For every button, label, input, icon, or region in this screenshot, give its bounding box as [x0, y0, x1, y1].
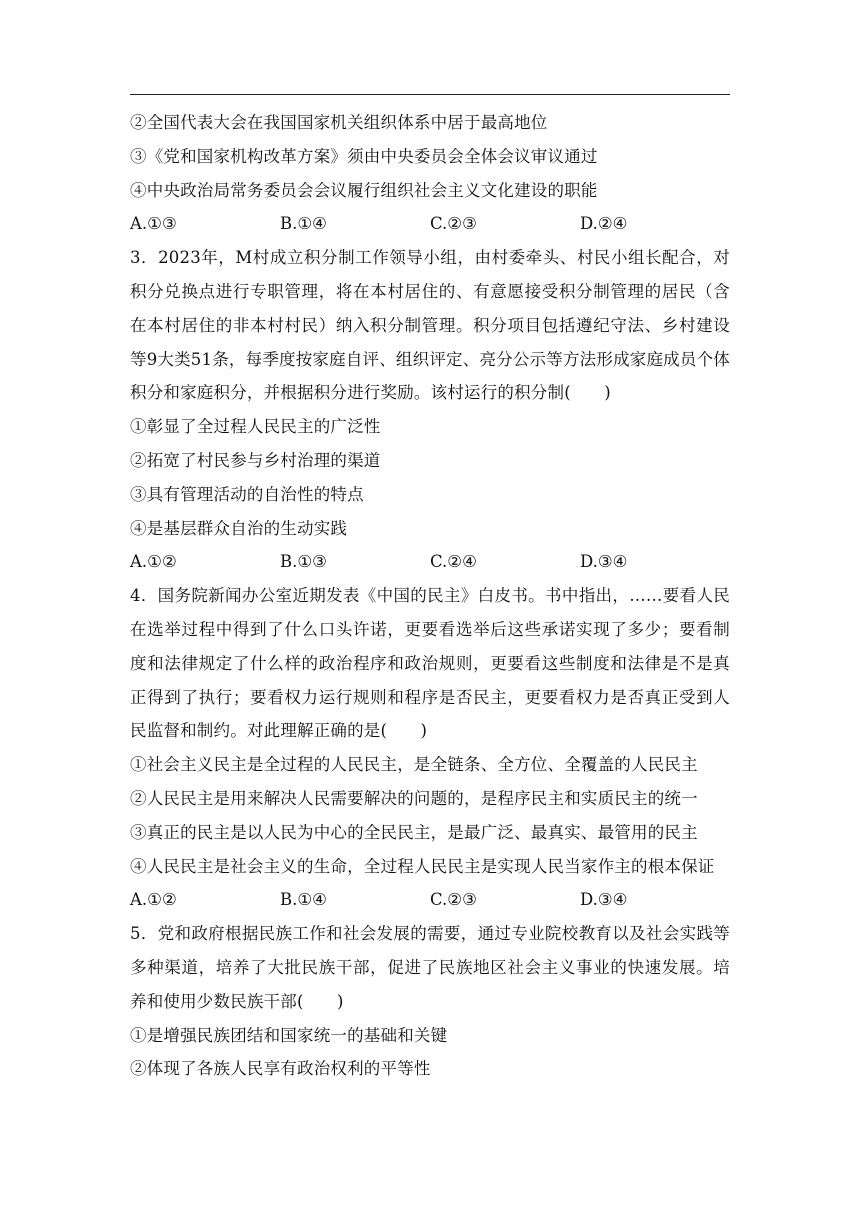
q2-item-3: ③《党和国家机构改革方案》须由中央委员会全体会议审议通过 [130, 146, 598, 166]
q3-option-b: B.①③ [280, 552, 327, 572]
q4-item-1: ①社会主义民主是全过程的人民民主，是全链条、全方位、全覆盖的人民民主 [130, 755, 698, 775]
q2-option-d: D.②④ [580, 214, 628, 234]
q4-option-a: A.①② [130, 890, 177, 910]
q3-stem: 3．2023年，M村成立积分制工作领导小组，由村委牵头、村民小组长配合，对积分兑换点进行专职管理，将在本村居住的、有意愿接受积分制管理的居民（含在本村居住的非本村村民）纳入积分制管理。积分项目包括遵纪守法、乡村建设等9大类51条，每季度按家庭自评、组织评定、亮分公示等方法形成家庭成员个体积分和家庭积分，并根据积分进行奖励。该村运行的积分制( ) [130, 248, 730, 403]
q3-item-3: ③具有管理活动的自治性的特点 [130, 484, 364, 504]
q5-stem: 5．党和政府根据民族工作和社会发展的需要，通过专业院校教育以及社会实践等多种渠道，培养了大批民族干部，促进了民族地区社会主义事业的快速发展。培养和使用少数民族干部( ) [130, 924, 730, 1011]
q3-option-a: A.①② [130, 552, 177, 572]
q4-options [130, 883, 730, 917]
q4-option-b: B.①④ [280, 890, 327, 910]
q4-item-3: ③真正的民主是以人民为中心的全民民主，是最广泛、最真实、最管用的民主 [130, 822, 698, 842]
q3-option-c: C.②④ [430, 552, 477, 572]
q4-item-4: ④人民民主是社会主义的生命，全过程人民民主是实现人民当家作主的根本保证 [130, 856, 715, 876]
document-page [130, 106, 730, 1086]
q4-item-2: ②人民民主是用来解决人民需要解决的问题的，是程序民主和实质民主的统一 [130, 788, 698, 808]
q2-option-c: C.②③ [430, 214, 477, 234]
q5-item-2: ②体现了各族人民享有政治权利的平等性 [130, 1059, 431, 1079]
q3-item-4: ④是基层群众自治的生动实践 [130, 518, 348, 538]
q5-item-1: ①是增强民族团结和国家统一的基础和关键 [130, 1025, 448, 1045]
q2-option-b: B.①④ [280, 214, 327, 234]
q2-item-4: ④中央政治局常务委员会会议履行组织社会主义文化建设的职能 [130, 180, 598, 200]
q3-options [130, 545, 730, 579]
header-rule [130, 94, 730, 95]
q2-item-2: ②全国代表大会在我国国家机关组织体系中居于最高地位 [130, 113, 548, 132]
q4-option-c: C.②③ [430, 890, 477, 910]
q4-option-d: D.③④ [580, 890, 628, 910]
q3-option-d: D.③④ [580, 552, 628, 572]
q4-stem: 4．国务院新闻办公室近期发表《中国的民主》白皮书。书中指出，……要看人民在选举过程中得到了什么口头许诺，更要看选举后这些承诺实现了多少；要看制度和法律规定了什么样的政治程序和政治规则，更要看这些制度和法律是不是真正得到了执行；要看权力运行规则和程序是否民主，更要看权力是否真正受到人民监督和制约。对此理解正确的是( ) [130, 586, 730, 741]
q3-item-2: ②拓宽了村民参与乡村治理的渠道 [130, 450, 381, 470]
q2-option-a: A.①③ [130, 214, 177, 234]
q2-options [130, 207, 730, 241]
q3-item-1: ①彰显了全过程人民民主的广泛性 [130, 417, 381, 437]
